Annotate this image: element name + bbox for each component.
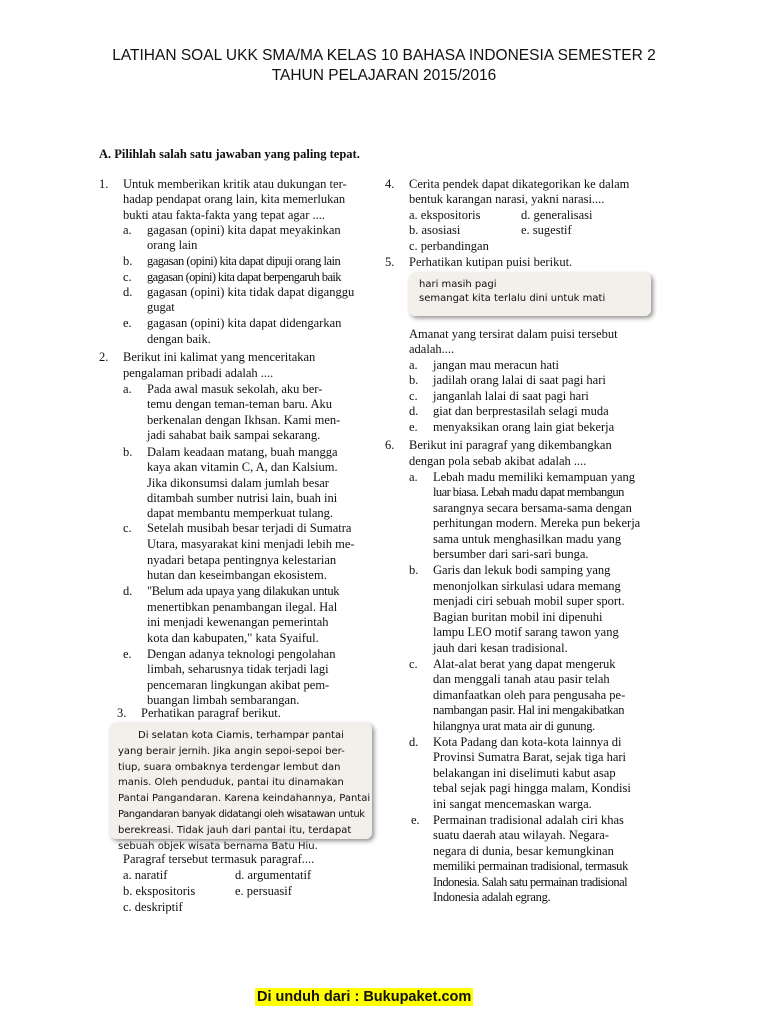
question-stem: Cerita pendek dapat dikategorikan ke dalam	[409, 177, 630, 191]
option-text: memiliki permainan tradisional, termasuk	[433, 859, 628, 873]
passage-line: Pangandaran banyak didatangi oleh wisatawan untuk	[118, 808, 365, 820]
option-text: luar biasa. Lebah madu dapat membangun	[433, 485, 624, 499]
question-number: 5.	[385, 255, 395, 269]
option-text: jadilah orang lalai di saat pagi hari	[433, 373, 606, 387]
question-text: Amanat yang tersirat dalam puisi tersebut	[409, 327, 618, 341]
option-d: d. argumentatif	[235, 868, 312, 882]
option-text: menertibkan penambangan ilegal. Hal	[147, 600, 338, 614]
document-title-line-1: LATIHAN SOAL UKK SMA/MA KELAS 10 BAHASA INDONESIA SEMESTER 2	[112, 47, 656, 64]
option-text: Permainan tradisional adalah ciri khas	[433, 813, 624, 827]
option-text: gagasan (opini) kita dapat meyakinkan	[147, 223, 341, 237]
option-text: dengan baik.	[147, 332, 211, 346]
question-stem: bukti atau fakta-fakta yang tepat agar ....	[123, 208, 325, 222]
option-text: "Belum ada upaya yang dilakukan untuk	[147, 584, 340, 598]
question-text: Paragraf tersebut termasuk paragraf....	[123, 852, 315, 866]
option-text: Dalam keadaan matang, buah mangga	[147, 445, 338, 459]
option-text: kaya akan vitamin C, A, dan Kalsium.	[147, 460, 338, 474]
question-stem: bentuk karangan narasi, yakni narasi....	[409, 192, 605, 206]
question-stem: Perhatikan paragraf berikut.	[141, 706, 281, 720]
option-text: Kota Padang dan kota-kota lainnya di	[433, 735, 622, 749]
question-number: 6.	[385, 438, 395, 452]
option-text: Provinsi Sumatra Barat, sejak tiga hari	[433, 750, 627, 764]
paragraph-box	[110, 723, 372, 852]
passage-line: tiup, suara ombaknya terdengar lembut dan	[118, 761, 341, 773]
option-letter: e.	[123, 316, 132, 330]
option-text: hutan dan keseimbangan ekosistem.	[147, 568, 327, 582]
question-stem: dengan pola sebab akibat adalah ....	[409, 454, 587, 468]
question-stem: Berikut ini kalimat yang menceritakan	[123, 350, 316, 364]
option-text: berkenalan dengan Ikhsan. Kami men-	[147, 413, 341, 427]
option-letter: e.	[409, 420, 418, 434]
option-text: sama untuk menghasilkan madu yang	[433, 532, 622, 546]
passage-line: Di selatan kota Ciamis, terhampar pantai	[138, 730, 344, 741]
option-text: giat dan berprestasilah selagi muda	[433, 404, 609, 418]
option-text: gagasan (opini) kita dapat berpengaruh baik	[147, 270, 341, 284]
option-text: nambangan pasir. Hal ini mengakibatkan	[433, 703, 625, 717]
option-text: suatu daerah atau wilayah. Negara-	[433, 828, 609, 842]
option-text: menjadi ciri sebuah mobil super sport.	[433, 594, 625, 608]
option-letter: d.	[123, 285, 133, 299]
option-text: temu dengan teman-teman baru. Aku	[147, 397, 333, 411]
option-a: a. naratif	[123, 868, 168, 882]
option-b: b. ekspositoris	[123, 884, 196, 898]
option-letter: e.	[123, 647, 132, 661]
option-text: Pada awal masuk sekolah, aku ber-	[147, 382, 323, 396]
option-text: nyadari betapa pentingnya kelestarian	[147, 553, 337, 567]
option-text: sarangnya secara bersama-sama dengan	[433, 501, 632, 515]
section-heading: A. Pilihlah salah satu jawaban yang paling tepat.	[99, 147, 360, 161]
option-letter: b.	[409, 563, 419, 577]
option-text: dapat membantu memperkuat tulang.	[147, 506, 334, 520]
option-text: ini menjadi kewenangan pemerintah	[147, 615, 329, 629]
option-text: Alat-alat berat yang dapat mengeruk	[433, 657, 616, 671]
option-text: menonjolkan sirkulasi udara memang	[433, 579, 621, 593]
passage-line: yang berair jernih. Jika angin sepoi-sepoi ber-	[118, 745, 345, 757]
option-d: d. generalisasi	[521, 208, 593, 222]
passage-line: berekreasi. Tidak jauh dari pantai itu, terdapat	[118, 824, 352, 836]
passage-line: sebuah objek wisata bernama Batu Hiu.	[118, 840, 318, 852]
option-letter: d.	[409, 735, 419, 749]
option-c: c. perbandingan	[409, 239, 489, 253]
question-stem: Untuk memberikan kritik atau dukungan ter-	[123, 177, 347, 191]
option-letter: a.	[123, 382, 132, 396]
option-text: janganlah lalai di saat pagi hari	[433, 389, 589, 403]
question-stem: hadap pendapat orang lain, kita memerlukan	[123, 192, 346, 206]
option-text: orang lain	[147, 238, 198, 252]
option-letter: c.	[409, 389, 418, 403]
option-text: Lebah madu memiliki kemampuan yang	[433, 470, 636, 484]
option-text: negara di dunia, besar kemungkinan	[433, 844, 614, 858]
option-c: c. deskriptif	[123, 900, 183, 914]
option-text: hilangnya urat mata air di gunung.	[433, 719, 595, 733]
passage-line: Pantai Pangandaran. Karena keindahannya, Pantai	[118, 793, 371, 805]
question-number: 2.	[99, 350, 109, 364]
question-text: adalah....	[409, 342, 455, 356]
poem-line: hari masih pagi	[419, 279, 497, 290]
option-text: Setelah musibah besar terjadi di Sumatra	[147, 521, 352, 535]
option-text: bersumber dari sari-sari bunga.	[433, 547, 589, 561]
option-letter: a.	[123, 223, 132, 237]
option-text: dimanfaatkan oleh para pengusaha pe-	[433, 688, 626, 702]
option-text: buangan limbah sembarangan.	[147, 693, 300, 707]
option-text: tebal sejak pagi hingga malam, Kondisi	[433, 781, 631, 795]
option-text: pencemaran lingkungan akibat pem-	[147, 678, 330, 692]
option-a: a. ekspositoris	[409, 208, 481, 222]
option-text: ditambah sumber nutrisi lain, buah ini	[147, 491, 338, 505]
download-source-footer: Di unduh dari : Bukupaket.com	[257, 989, 472, 1005]
option-e: e. sugestif	[521, 223, 572, 237]
option-text: menyaksikan orang lain giat bekerja	[433, 420, 615, 434]
option-text: lampu LEO motif sarang tawon yang	[433, 625, 619, 639]
option-text: Indonesia. Salah satu permainan tradisional	[433, 875, 627, 889]
option-text: Utara, masyarakat kini menjadi lebih me-	[147, 537, 355, 551]
option-letter: c.	[123, 270, 132, 284]
poem-line: semangat kita terlalu dini untuk mati	[419, 293, 606, 304]
option-letter: b.	[123, 445, 133, 459]
option-text: Garis dan lekuk bodi samping yang	[433, 563, 611, 577]
option-text: Jika dikonsumsi dalam jumlah besar	[147, 476, 329, 490]
option-text: Indonesia adalah egrang.	[433, 890, 551, 904]
option-letter: d.	[123, 584, 133, 598]
document-title-line-2: TAHUN PELAJARAN 2015/2016	[271, 67, 497, 84]
option-letter: b.	[409, 373, 419, 387]
question-number: 3.	[117, 706, 127, 720]
option-text: jangan mau meracun hati	[433, 358, 559, 372]
option-letter: c.	[123, 521, 132, 535]
option-text: Dengan adanya teknologi pengolahan	[147, 647, 336, 661]
option-text: dan menggali tanah atau pasir telah	[433, 672, 610, 686]
option-letter: e.	[411, 813, 420, 827]
option-text: Bagian buritan mobil ini dipenuhi	[433, 610, 603, 624]
question-stem: pengalaman pribadi adalah ....	[123, 366, 274, 380]
option-text: jadi sahabat baik sampai sekarang.	[147, 428, 321, 442]
question-stem: Berikut ini paragraf yang dikembangkan	[409, 438, 612, 452]
option-letter: a.	[409, 358, 418, 372]
option-text: limbah, seharusnya tidak terjadi lagi	[147, 662, 329, 676]
option-letter: a.	[409, 470, 418, 484]
option-text: belakangan ini diselimuti kabut asap	[433, 766, 616, 780]
option-letter: d.	[409, 404, 419, 418]
option-letter: c.	[409, 657, 418, 671]
question-stem: Perhatikan kutipan puisi berikut.	[409, 255, 573, 269]
option-text: perhitungan modern. Mereka pun bekerja	[433, 516, 641, 530]
option-text: gagasan (opini) kita dapat didengarkan	[147, 316, 342, 330]
question-number: 1.	[99, 177, 109, 191]
option-e: e. persuasif	[235, 884, 292, 898]
option-text: gagasan (opini) kita dapat dipuji orang lain	[147, 254, 341, 268]
poem-box	[409, 273, 651, 316]
question-number: 4.	[385, 177, 395, 191]
passage-line: manis. Oleh penduduk, pantai itu dinamakan	[118, 777, 344, 789]
option-b: b. asosiasi	[409, 223, 461, 237]
option-letter: b.	[123, 254, 133, 268]
option-text: ini sangat mencemaskan warga.	[433, 797, 592, 811]
option-text: jauh dari kesan tradisional.	[433, 641, 568, 655]
option-text: gagasan (opini) kita tidak dapat diganggu	[147, 285, 355, 299]
option-text: gugat	[147, 300, 175, 314]
option-text: kota dan kabupaten," kata Syaiful.	[147, 631, 319, 645]
